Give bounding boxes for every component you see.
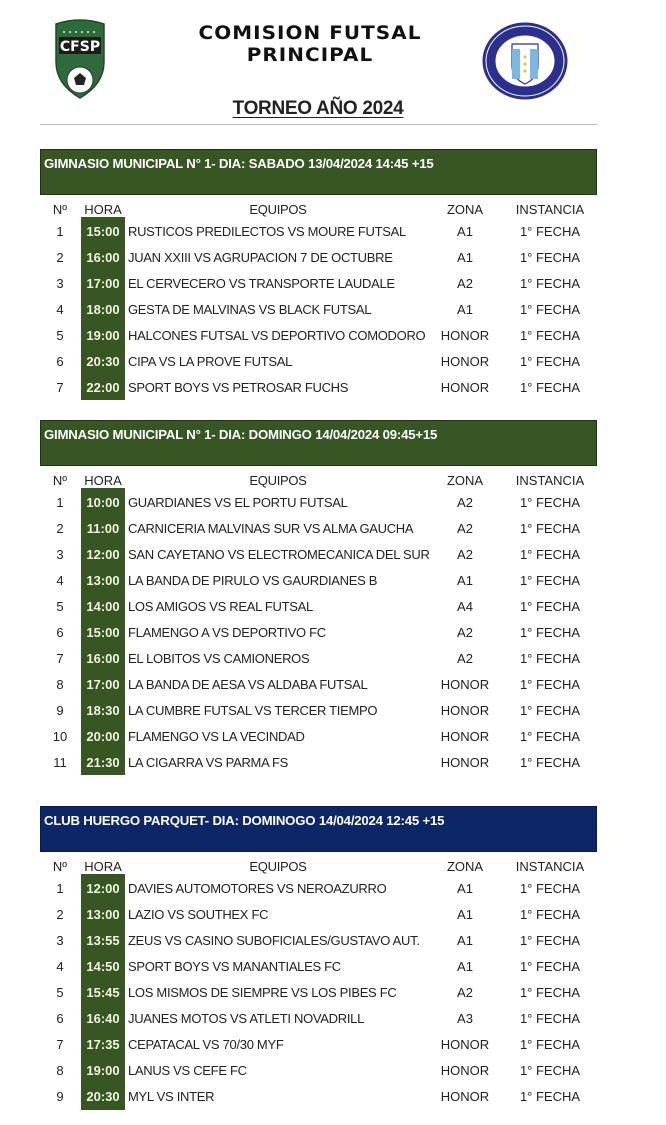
match-number: 4	[56, 302, 64, 317]
match-time: 15:45	[86, 985, 120, 1000]
tournament-title: TORNEO AÑO 2024	[232, 98, 404, 119]
section-header: CLUB HUERGO PARQUET- DIA: DOMINOGO 14/04/2024 12:45 +15	[40, 806, 597, 852]
match-round: 1° FECHA	[519, 1037, 581, 1052]
match-round: 1° FECHA	[519, 907, 581, 922]
match-zone: HONOR	[440, 1063, 490, 1078]
match-teams: SPORT BOYS VS PETROSAR FUCHS	[128, 380, 349, 395]
match-teams: EL CERVECERO VS TRANSPORTE LAUDALE	[128, 276, 395, 291]
match-time: 19:00	[86, 328, 120, 343]
match-teams: LAZIO VS SOUTHEX FC	[128, 907, 269, 922]
match-zone: HONOR	[440, 328, 490, 343]
match-zone: A2	[457, 985, 473, 1000]
match-number: 9	[56, 1089, 64, 1104]
table-row	[40, 902, 597, 928]
main-title	[121, 22, 499, 66]
match-zone: A2	[457, 625, 473, 640]
match-zone: A1	[457, 907, 473, 922]
table-row	[40, 516, 597, 542]
match-number: 2	[56, 250, 64, 265]
match-number: 5	[56, 328, 64, 343]
match-time: 12:00	[86, 547, 120, 562]
match-time: 20:00	[86, 729, 120, 744]
match-round: 1° FECHA	[519, 1011, 581, 1026]
match-time: 21:30	[86, 755, 120, 770]
col-zona: ZONA	[446, 859, 484, 874]
match-time: 14:50	[86, 959, 120, 974]
col-instancia: INSTANCIA	[515, 473, 585, 488]
col-hora: HORA	[84, 859, 122, 874]
table-row	[40, 1058, 597, 1084]
table-row	[40, 219, 597, 245]
match-time: 20:30	[86, 354, 120, 369]
match-time: 13:55	[86, 933, 120, 948]
match-teams: LA BANDA DE AESA VS ALDABA FUTSAL	[128, 677, 368, 692]
match-time: 14:00	[86, 599, 120, 614]
match-number: 1	[56, 881, 64, 896]
table-row	[40, 620, 597, 646]
match-number: 6	[56, 354, 64, 369]
match-round: 1° FECHA	[519, 599, 581, 614]
col-n: Nº	[52, 473, 68, 488]
match-zone: A1	[457, 881, 473, 896]
match-time: 16:00	[86, 651, 120, 666]
match-zone: A1	[457, 573, 473, 588]
table-row	[40, 375, 597, 401]
match-round: 1° FECHA	[519, 881, 581, 896]
match-round: 1° FECHA	[519, 547, 581, 562]
match-number: 6	[56, 625, 64, 640]
match-zone: A2	[457, 547, 473, 562]
match-zone: HONOR	[440, 1037, 490, 1052]
cfsp-logo	[52, 18, 108, 100]
match-time: 13:00	[86, 907, 120, 922]
table-row	[40, 490, 597, 516]
match-zone: A1	[457, 302, 473, 317]
match-zone: A3	[457, 1011, 473, 1026]
match-time: 10:00	[86, 495, 120, 510]
match-teams: EL LOBITOS VS CAMIONEROS	[128, 651, 310, 666]
match-time: 16:00	[86, 250, 120, 265]
match-zone: A1	[457, 250, 473, 265]
match-number: 2	[56, 521, 64, 536]
match-round: 1° FECHA	[519, 573, 581, 588]
match-round: 1° FECHA	[519, 703, 581, 718]
match-number: 9	[56, 703, 64, 718]
match-time: 16:40	[86, 1011, 120, 1026]
match-number: 2	[56, 907, 64, 922]
match-teams: CEPATACAL VS 70/30 MYF	[128, 1037, 284, 1052]
match-time: 22:00	[86, 380, 120, 395]
match-number: 4	[56, 959, 64, 974]
col-equipos: EQUIPOS	[249, 202, 307, 217]
match-round: 1° FECHA	[519, 985, 581, 1000]
match-round: 1° FECHA	[519, 1063, 581, 1078]
match-number: 7	[56, 1037, 64, 1052]
match-time: 19:00	[86, 1063, 120, 1078]
col-zona: ZONA	[446, 202, 484, 217]
match-round: 1° FECHA	[519, 677, 581, 692]
match-zone: HONOR	[440, 1089, 490, 1104]
match-number: 8	[56, 1063, 64, 1078]
table-row	[40, 672, 597, 698]
match-number: 5	[56, 599, 64, 614]
match-teams: DAVIES AUTOMOTORES VS NEROAZURRO	[128, 881, 387, 896]
match-number: 1	[56, 224, 64, 239]
match-time: 12:00	[86, 881, 120, 896]
match-teams: LA CUMBRE FUTSAL VS TERCER TIEMPO	[128, 703, 378, 718]
col-n: Nº	[52, 859, 68, 874]
match-zone: HONOR	[440, 703, 490, 718]
match-time: 15:00	[86, 224, 120, 239]
col-n: Nº	[52, 202, 68, 217]
table-row	[40, 750, 597, 776]
match-teams: GESTA DE MALVINAS VS BLACK FUTSAL	[128, 302, 372, 317]
match-round: 1° FECHA	[519, 276, 581, 291]
table-row	[40, 698, 597, 724]
section-header: GIMNASIO MUNICIPAL N° 1- DIA: DOMINGO 14/04/2024 09:45+15	[40, 420, 597, 466]
match-zone: A1	[457, 224, 473, 239]
table-row	[40, 724, 597, 750]
col-equipos: EQUIPOS	[249, 859, 307, 874]
match-number: 3	[56, 547, 64, 562]
match-time: 17:00	[86, 677, 120, 692]
match-teams: LOS AMIGOS VS REAL FUTSAL	[128, 599, 313, 614]
match-teams: SAN CAYETANO VS ELECTROMECANICA DEL SUR	[128, 547, 430, 562]
match-round: 1° FECHA	[519, 625, 581, 640]
match-round: 1° FECHA	[519, 495, 581, 510]
col-instancia: INSTANCIA	[515, 202, 585, 217]
match-teams: JUANES MOTOS VS ATLETI NOVADRILL	[128, 1011, 365, 1026]
match-round: 1° FECHA	[519, 250, 581, 265]
table-row	[40, 1006, 597, 1032]
match-teams: FLAMENGO VS LA VECINDAD	[128, 729, 305, 744]
table-row	[40, 1032, 597, 1058]
title-line-2: PRINCIPAL	[246, 44, 374, 66]
table-row	[40, 980, 597, 1006]
match-zone: HONOR	[440, 354, 490, 369]
divider	[40, 124, 597, 125]
match-teams: LA BANDA DE PIRULO VS GAURDIANES B	[128, 573, 378, 588]
column-headers	[40, 856, 597, 876]
schedule-section	[40, 806, 597, 1110]
match-round: 1° FECHA	[519, 959, 581, 974]
match-zone: A1	[457, 959, 473, 974]
match-number: 6	[56, 1011, 64, 1026]
match-number: 3	[56, 933, 64, 948]
schedule-section	[40, 420, 597, 776]
match-number: 5	[56, 985, 64, 1000]
match-teams: CIPA VS LA PROVE FUTSAL	[128, 354, 293, 369]
match-teams: LOS MISMOS DE SIEMPRE VS LOS PIBES FC	[128, 985, 397, 1000]
col-instancia: INSTANCIA	[515, 859, 585, 874]
match-number: 7	[56, 380, 64, 395]
match-round: 1° FECHA	[519, 521, 581, 536]
table-row	[40, 954, 597, 980]
match-time: 20:30	[86, 1089, 120, 1104]
match-time: 11:00	[86, 521, 120, 536]
table-row	[40, 876, 597, 902]
col-hora: HORA	[84, 473, 122, 488]
match-number: 10	[52, 729, 68, 744]
match-teams: FLAMENGO A VS DEPORTIVO FC	[128, 625, 326, 640]
match-round: 1° FECHA	[519, 380, 581, 395]
cafs-logo	[482, 22, 568, 100]
match-number: 1	[56, 495, 64, 510]
table-row	[40, 349, 597, 375]
table-row	[40, 271, 597, 297]
column-headers	[40, 199, 597, 219]
title-line-1: COMISION FUTSAL	[198, 22, 422, 44]
match-teams: LANUS VS CEFE FC	[128, 1063, 247, 1078]
match-zone: A2	[457, 521, 473, 536]
match-number: 8	[56, 677, 64, 692]
match-round: 1° FECHA	[519, 224, 581, 239]
match-zone: A1	[457, 933, 473, 948]
match-time: 18:00	[86, 302, 120, 317]
match-time: 18:30	[86, 703, 120, 718]
match-teams: ZEUS VS CASINO SUBOFICIALES/GUSTAVO AUT.	[128, 933, 420, 948]
table-row	[40, 594, 597, 620]
match-teams: MYL VS INTER	[128, 1089, 215, 1104]
table-row	[40, 323, 597, 349]
match-number: 4	[56, 573, 64, 588]
match-round: 1° FECHA	[519, 755, 581, 770]
match-number: 7	[56, 651, 64, 666]
table-row	[40, 646, 597, 672]
match-round: 1° FECHA	[519, 729, 581, 744]
match-zone: A4	[457, 599, 473, 614]
match-time: 17:35	[86, 1037, 120, 1052]
match-teams: JUAN XXIII VS AGRUPACION 7 DE OCTUBRE	[128, 250, 393, 265]
match-number: 11	[53, 755, 67, 770]
match-zone: HONOR	[440, 677, 490, 692]
match-time: 15:00	[86, 625, 120, 640]
schedule-section	[40, 149, 597, 401]
match-zone: A2	[457, 276, 473, 291]
table-row	[40, 928, 597, 954]
match-round: 1° FECHA	[519, 933, 581, 948]
match-round: 1° FECHA	[519, 1089, 581, 1104]
match-time: 17:00	[86, 276, 120, 291]
table-row	[40, 542, 597, 568]
match-zone: HONOR	[440, 380, 490, 395]
match-teams: SPORT BOYS VS MANANTIALES FC	[128, 959, 341, 974]
match-round: 1° FECHA	[519, 651, 581, 666]
col-hora: HORA	[84, 202, 122, 217]
col-equipos: EQUIPOS	[249, 473, 307, 488]
match-teams: LA CIGARRA VS PARMA FS	[128, 755, 289, 770]
match-zone: HONOR	[440, 729, 490, 744]
match-teams: GUARDIANES VS EL PORTU FUTSAL	[128, 495, 348, 510]
col-zona: ZONA	[446, 473, 484, 488]
match-time: 13:00	[86, 573, 120, 588]
match-round: 1° FECHA	[519, 302, 581, 317]
table-row	[40, 1084, 597, 1110]
match-teams: CARNICERIA MALVINAS SUR VS ALMA GAUCHA	[128, 521, 414, 536]
column-headers	[40, 470, 597, 490]
table-row	[40, 297, 597, 323]
table-row	[40, 245, 597, 271]
match-teams: HALCONES FUTSAL VS DEPORTIVO COMODORO	[128, 328, 426, 343]
match-zone: A2	[457, 651, 473, 666]
match-number: 3	[56, 276, 64, 291]
table-row	[40, 568, 597, 594]
match-zone: A2	[457, 495, 473, 510]
match-round: 1° FECHA	[519, 354, 581, 369]
match-zone: HONOR	[440, 755, 490, 770]
match-teams: RUSTICOS PREDILECTOS VS MOURE FUTSAL	[128, 224, 406, 239]
match-round: 1° FECHA	[519, 328, 581, 343]
svg-text:CFSP: CFSP	[59, 39, 101, 55]
section-header: GIMNASIO MUNICIPAL N° 1- DIA: SABADO 13/04/2024 14:45 +15	[40, 149, 597, 195]
